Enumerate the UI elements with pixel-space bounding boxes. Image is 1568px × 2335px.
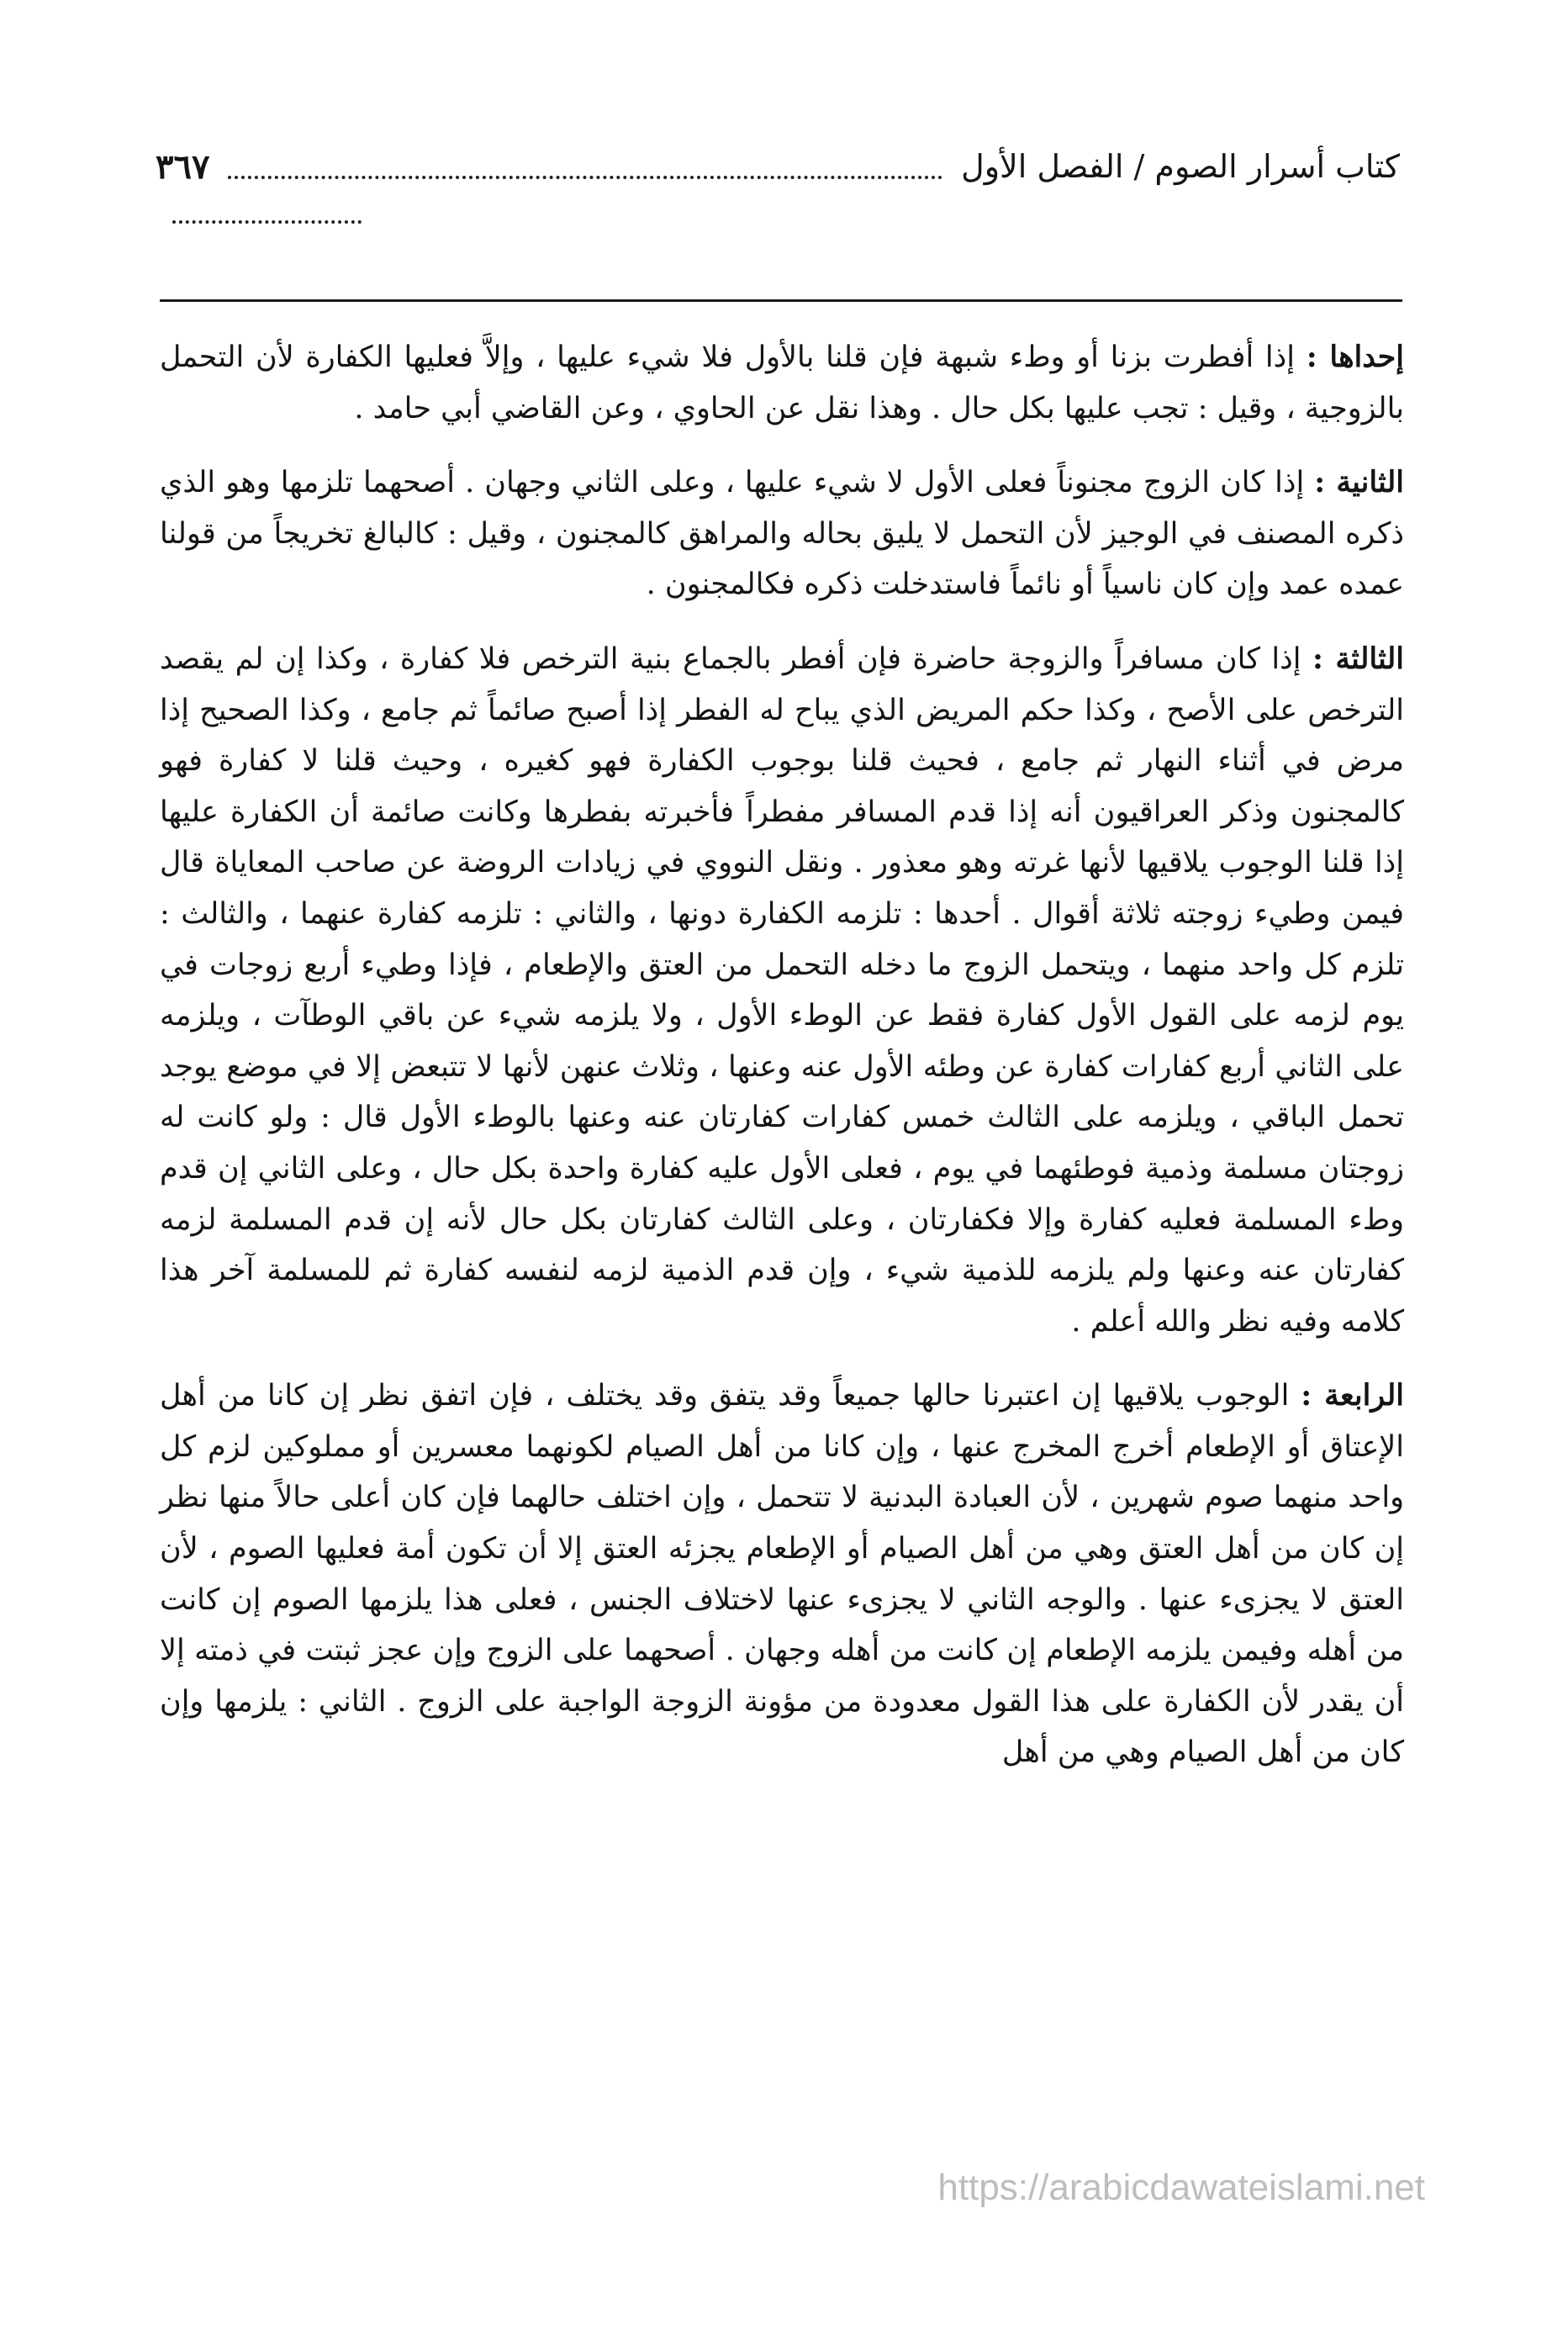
- paragraph-label: إحداها :: [1306, 340, 1404, 374]
- paragraph-text: إذا أفطرت بزنا أو وطء شبهة فإن قلنا بالأول فلا شيء عليها ، وإلاَّ فعليها الكفارة لأن التحمل بالزوجية ، وقيل : تجب عليها بكل حال . وهذا نقل عن الحاوي ، وعن القاضي أبي حامد .: [160, 341, 1404, 425]
- paragraph-label: الثالثة :: [1312, 641, 1404, 676]
- page-body: [160, 332, 1404, 1802]
- paragraph-first: [160, 332, 1404, 434]
- header-sub-leader-dots: [172, 220, 362, 224]
- page-number: ٣٦٧: [156, 146, 210, 187]
- paragraph-text: إذا كان الزوج مجنوناً فعلى الأول لا شيء عليها ، وعلى الثاني وجهان . أصحهما تلزمها وهو الذي ذكره المصنف في الوجيز لأن التحمل لا يليق بحاله والمراهق كالمجنون ، وقيل : كالبالغ تخريجاً من قولنا عمده عمد وإن كان ناسياً أو نائماً فاستدخلت ذكره فكالمجنون .: [160, 466, 1404, 602]
- paragraph-label: الرابعة :: [1301, 1378, 1404, 1413]
- header-title: كتاب أسرار الصوم / الفصل الأول: [961, 148, 1400, 185]
- header-rule: [160, 299, 1402, 302]
- paragraph-third: [160, 634, 1404, 1347]
- paragraph-text: إذا كان مسافراً والزوجة حاضرة فإن أفطر بالجماع بنية الترخص فلا كفارة ، وكذا إن لم يقصد الترخص على الأصح ، وكذا حكم المريض الذي يباح له الفطر إذا أصبح صائماً ثم جامع ، وكذا الصحيح إذا مرض في أثناء النهار ثم جامع ، فحيث قلنا بوجوب الكفارة فهو كغيره ، وحيث قلنا لا كفارة فهو كالمجنون وذكر العراقيون أنه إذا قدم المسافر مفطراً فأخبرته بفطرها وكانت صائمة أن الكفارة عليها إذا قلنا الوجوب يلاقيها لأنها غرته وهو معذور . ونقل النووي في زيادات الروضة عن صاحب المعاياة قال فيمن وطيء زوجته ثلاثة أقوال . أحدها : تلزمه الكفارة دونها ، والثاني : تلزمه كفارة عنهما ، والثالث : تلزم كل واحد منهما ، ويتحمل الزوج ما دخله التحمل من العتق والإطعام ، فإذا وطيء أربع زوجات في يوم لزمه على القول الأول كفارة فقط عن الوطء الأول ، ولا يلزمه شيء عن باقي الوطآت ، ويلزمه على الثاني أربع كفارات كفارة عن وطئه الأول عنه وعنها ، وثلاث عنهن لأنها لا تتبعض إلا في موضع يوجد تحمل الباقي ، ويلزمه على الثالث خمس كفارات كفارتان عنه وعنها بالوطء الأول قال : ولو كانت له زوجتان مسلمة وذمية فوطئهما في يوم ، فعلى الأول عليه كفارة واحدة بكل حال ، وعلى الثاني إن قدم وطء المسلمة فعليه كفارة وإلا فكفارتان ، وعلى الثالث كفارتان بكل حال لأنه إن قدم المسلمة لزمه كفارتان عنه وعنها ولم يلزمه للذمية شيء ، وإن قدم الذمية لزمه لنفسه كفارة ثم للمسلمة آخر هذا كلامه وفيه نظر والله أعلم .: [160, 642, 1404, 1339]
- paragraph-fourth: [160, 1371, 1404, 1778]
- watermark-url: https://arabicdawateislami.net: [937, 2167, 1425, 2208]
- paragraph-text: الوجوب يلاقيها إن اعتبرنا حالها جميعاً وقد يتفق وقد يختلف ، فإن اتفق نظر إن كانا من أهل الإعتاق أو الإطعام أخرج المخرج عنها ، وإن كانا من أهل الصيام لكونهما معسرين أو مملوكين لزم كل واحد منهما صوم شهرين ، لأن العبادة البدنية لا تتحمل ، وإن اختلف حالهما فإن كان أعلى حالاً منها نظر إن كان من أهل العتق وهي من أهل الصيام أو الإطعام يجزئه العتق إلا أن تكون أمة فعليها الصوم ، لأن العتق لا يجزىء عنها . والوجه الثاني لا يجزىء عنها لاختلاف الجنس ، فعلى هذا يلزمها الصوم إن كانت من أهله وفيمن يلزمه الإطعام إن كانت من أهله وجهان . أصحهما على الزوج وإن عجز ثبتت في ذمته إلا أن يقدر لأن الكفارة على هذا القول معدودة من مؤونة الزوجة الواجبة على الزوج . الثاني : يلزمها وإن كان من أهل الصيام وهي من أهل: [160, 1379, 1404, 1770]
- paragraph-second: [160, 457, 1404, 610]
- paragraph-label: الثانية :: [1314, 465, 1405, 500]
- running-header: [156, 141, 1400, 192]
- header-leader-dots: [228, 154, 942, 179]
